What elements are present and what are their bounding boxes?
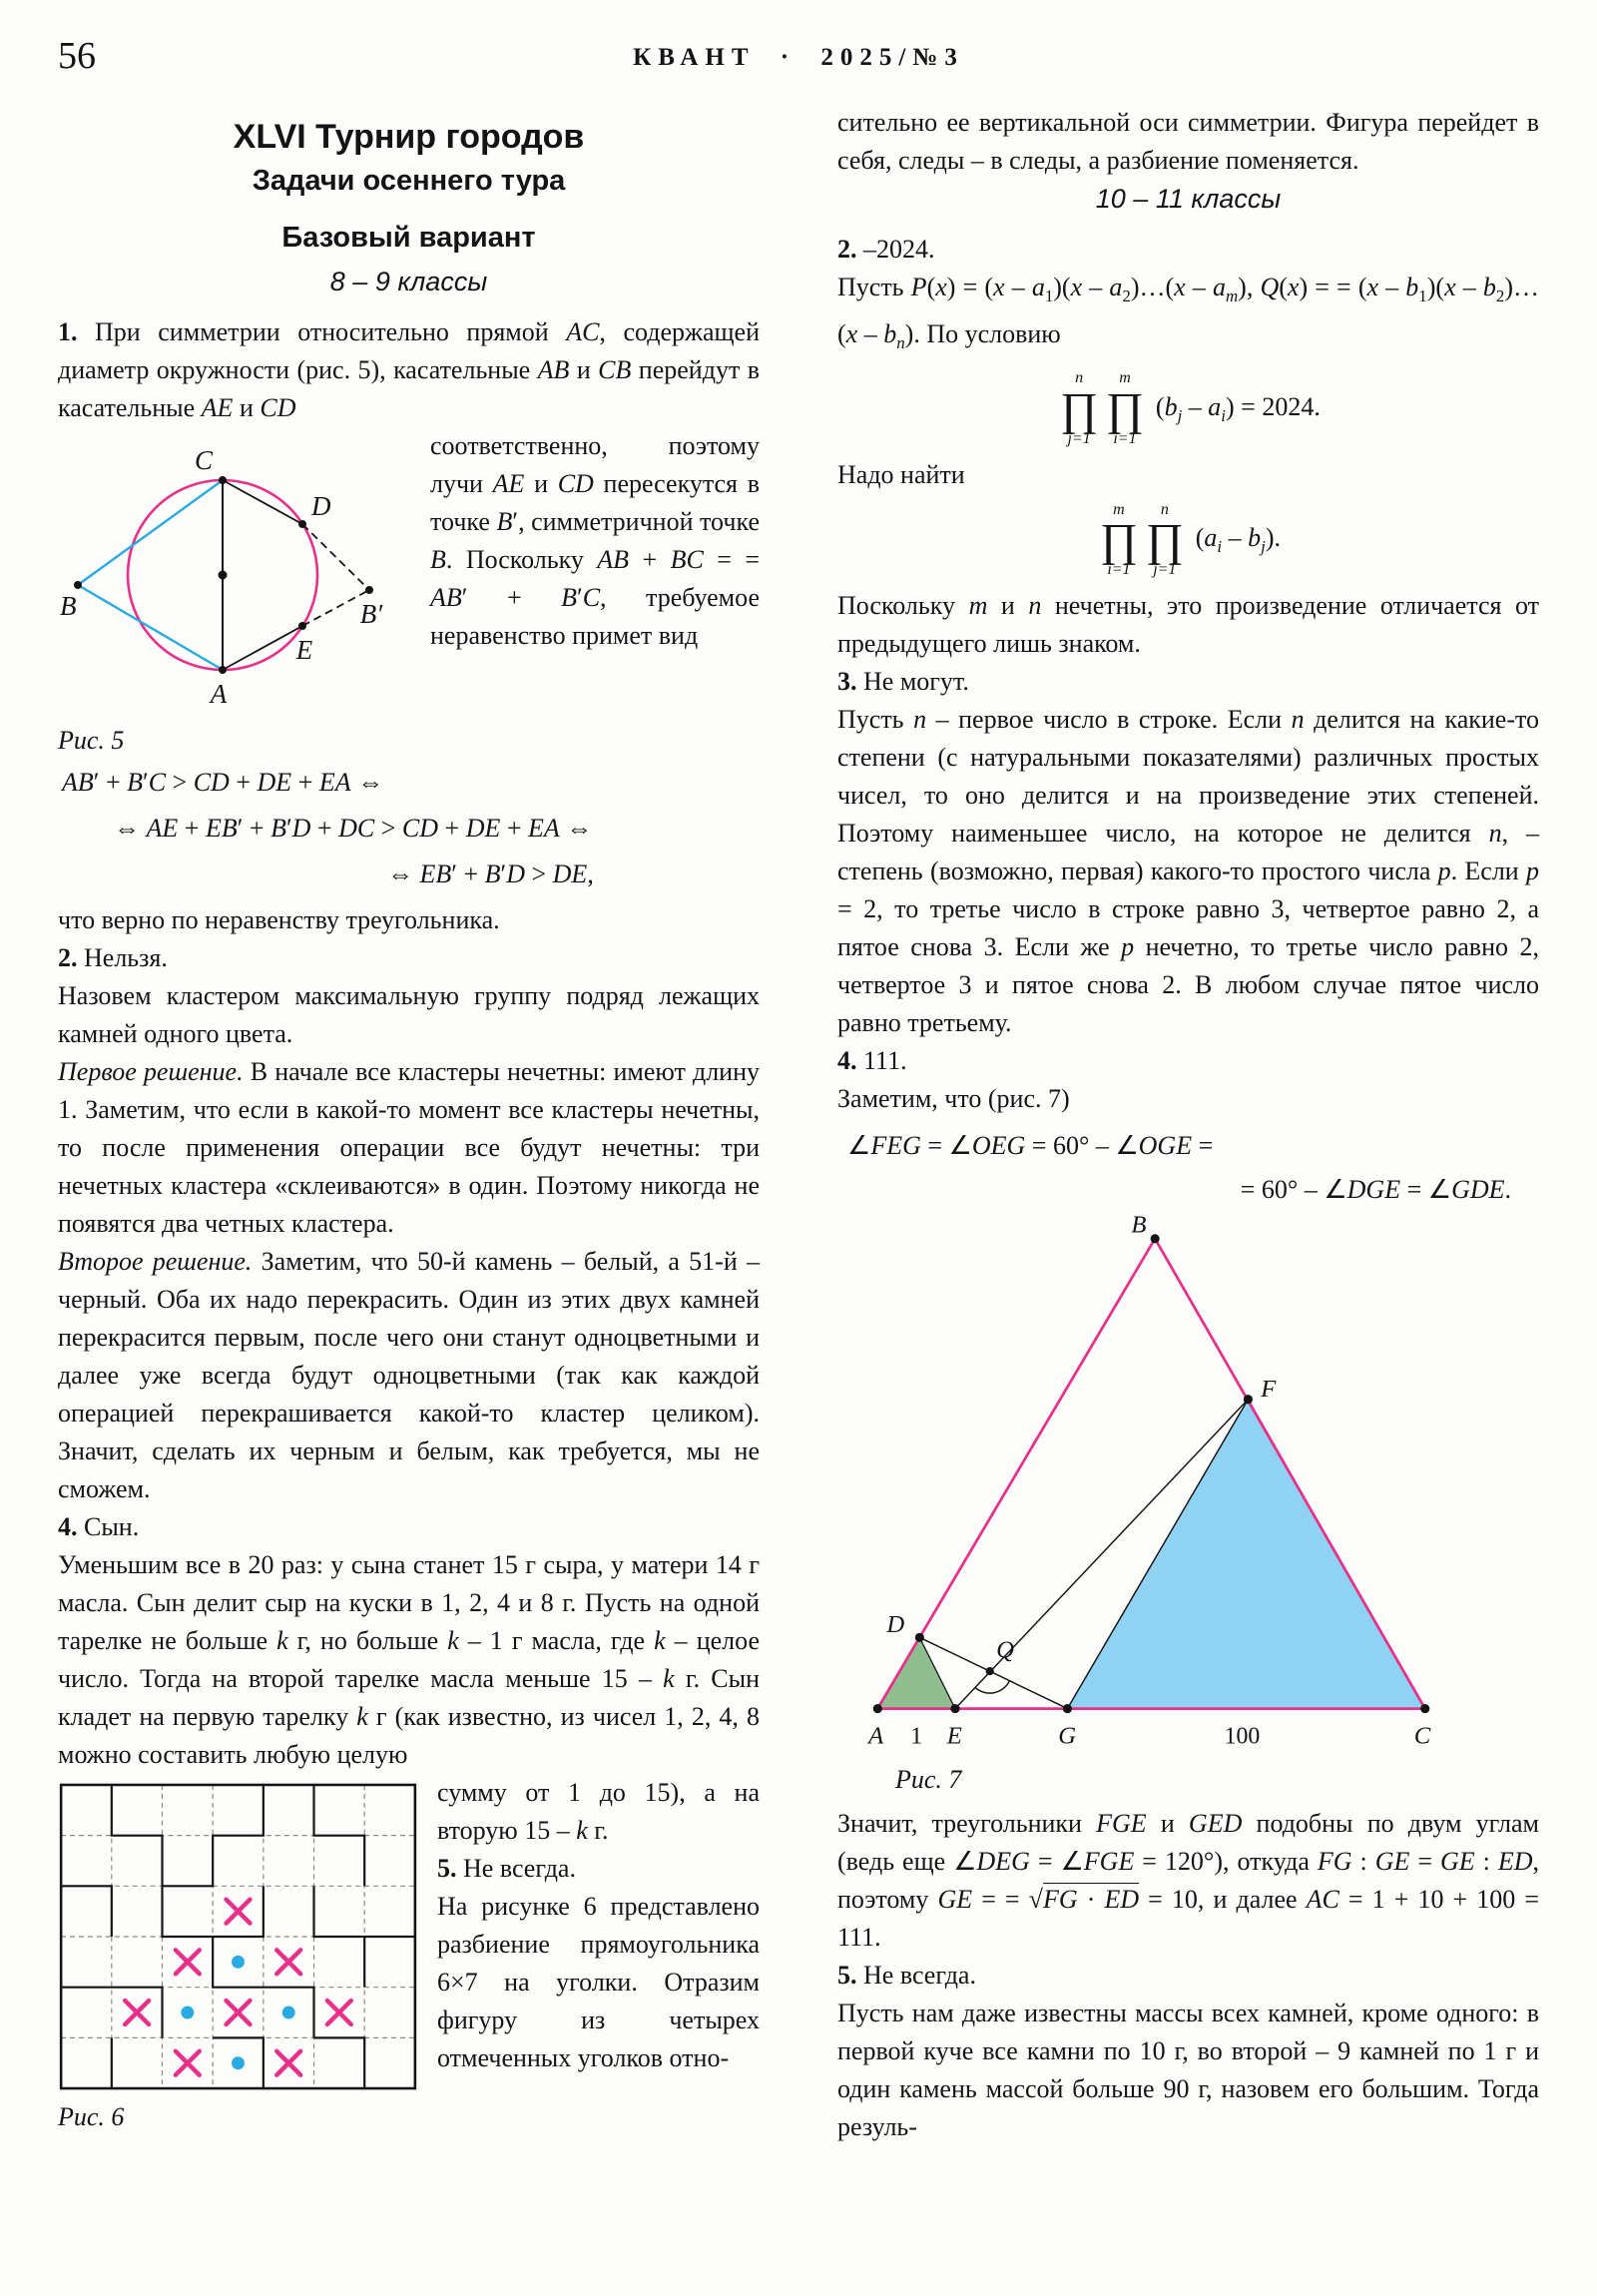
problem1-text-a: 1. При симметрии относительно прямой AC, содержащей диаметр окружности (рис. 5), касательные AB и CB перейдут в касательные AE и CD — [58, 317, 760, 422]
dot-mark — [232, 2056, 245, 2069]
label-a: A — [868, 1722, 884, 1750]
problem4-senior-conclusion: Значит, треугольники FGE и GED подобны по двум углам (ведь еще ∠DEG = ∠FGE = 120°), откуда FG : GE = GE : ED, поэтому GE = = √FG · ED = 10, и далее AC = 1 + 10 + 100 = 111. — [837, 1809, 1540, 1953]
answer-2-senior: 2. –2024. — [837, 235, 935, 264]
dot-mark — [181, 2007, 194, 2019]
figure-6 — [58, 1782, 419, 2132]
figure5-caption: Рис. 5 — [58, 726, 125, 755]
product-formula-1: n ∏ j=1 m ∏ i=1 $(b_j - a_i) = 2024$. — [1060, 369, 1321, 447]
problem2-solution-1: Первое решение. В начале все кластеры нечетны: имеют длину 1. Заметим, что если в какой-то момент все кластеры нечетны, то после применения операции все будут нечетны: три нечетных кластера «склеиваются» в один. Поэтому никогда не появятся два четных кластера. — [58, 1057, 761, 1238]
angle-formula-line-1: ∠FEG = ∠OEG = 60° – ∠OGE = — [847, 1130, 1214, 1160]
green-triangle-ade — [877, 1637, 955, 1708]
problem1-conclusion: что верно по неравенству треугольника. — [58, 905, 500, 934]
variant-heading: Базовый вариант — [281, 222, 536, 254]
label-segment-100: 100 — [1224, 1723, 1261, 1750]
label-e: E — [295, 635, 313, 665]
problem4-solution-a: Уменьшим все в 20 раз: у сына станет 15 г сыра, у матери 14 г масла. Сын делит сыр на куски в 1, 2, 4 и 8 г. Пусть на одной тарелке не больше k г, но больше k – 1 г масла, где k – целое число. Тогда на второй тарелке масла меньше 15 – k г. Сын кладет на первую тарелку k г (как известно, из чисел 1, 2, 4, 8 можно составить любую целую — [58, 1550, 760, 1769]
label-a: A — [210, 679, 228, 709]
segment-cd — [223, 480, 302, 524]
angle-formula-line-2: = 60° – ∠DGE = ∠GDE. — [1240, 1174, 1511, 1204]
label-f: F — [1261, 1375, 1277, 1403]
label-d: D — [886, 1610, 905, 1638]
journal-masthead: КВАНТ · 2025/№3 — [633, 44, 964, 71]
page-header — [0, 0, 1597, 104]
label-b: B — [60, 591, 77, 621]
grades-8-9-heading: 8 – 9 классы — [329, 267, 488, 296]
two-column-layout — [0, 104, 1597, 2146]
formula-line-2: ⇔ AE + EB′ + B′D + DC > CD + DE + EA ⇔ — [114, 814, 593, 843]
problem2-solution-2: Второе решение. Заметим, что 50-й камень – белый, а 51-й – черный. Оба их надо перекрасить. Один из этих двух камней перекрасится первым, после чего они станут одноцветными и далее уже всегда будут одноцветными (так как каждой операцией перекрашивается какой-то кластер целиком). Значит, сделать их черным и белым, как требуется, мы не сможем. — [58, 1247, 760, 1503]
problem2-definition: Назовем кластером максимальную группу подряд лежащих камней одного цвета. — [58, 981, 760, 1048]
dashed-d-bprime — [302, 524, 369, 590]
label-e: E — [946, 1722, 962, 1750]
problem2-senior-setup: Пусть $P(x) = (x - a_1)(x$ – $a_2)\dots(x - a_m)$, Q(x) = = $(x - b_1)(x$ – $b_2)\dots(x - b_n)$. По условию — [837, 273, 1539, 353]
segment-ae — [223, 626, 302, 670]
figure7-drawing — [859, 1216, 1443, 1763]
tangent-bc — [78, 480, 223, 585]
formula-line-1: AB′ + B′C > CD + DE + EA ⇔ — [62, 768, 384, 797]
left-column — [58, 104, 760, 2146]
problem5-senior-solution: Пусть нам даже известны массы всех камней, кроме одного: в первой куче все камни по 10 г, во второй – 9 камней по 1 г и один камень массой больше 90 г, назовем его большим. Тогда резуль- — [837, 1999, 1539, 2142]
problem2-senior-conclusion: Поскольку m и n нечетны, это произведение отличается от предыдущего лишь знаком. — [837, 590, 1539, 658]
tromino-boundaries — [61, 1785, 415, 2088]
grades-10-11-heading: 10 – 11 классы — [1095, 184, 1282, 214]
problem5-continuation: сительно ее вертикальной оси симметрии. Фигура перейдет в себя, следы – в следы, а разбиение поменяется. — [837, 108, 1539, 175]
answer-2: 2. Нельзя. — [58, 943, 168, 972]
answer-5-senior: 5. Не всегда. — [837, 1961, 976, 1991]
problem4-solution-b: сумму от 1 до 15), а на вторую 15 – k г. — [437, 1778, 760, 1845]
blue-triangle-fgc — [1067, 1400, 1424, 1709]
label-c: C — [1413, 1722, 1431, 1750]
figure-5 — [58, 435, 412, 756]
answer-4: 4. Сын. — [58, 1512, 140, 1541]
right-column — [837, 104, 1539, 2146]
figure5-drawing — [58, 435, 412, 717]
label-c: C — [194, 445, 214, 475]
label-segment-1: 1 — [910, 1723, 923, 1750]
answer-5: 5. Не всегда. — [437, 1854, 576, 1883]
find-text: Надо найти — [837, 459, 965, 489]
figure6-drawing — [58, 1782, 419, 2093]
label-b: B — [1131, 1215, 1147, 1239]
tangent-ba — [78, 585, 223, 670]
formula-line-3: ⇔ EB′ + B′D > DE, — [387, 860, 594, 888]
figure6-caption: Рис. 6 — [58, 2102, 125, 2131]
article-title: XLVI Турнир городов — [233, 118, 585, 156]
dot-mark — [232, 1956, 245, 1969]
label-q: Q — [996, 1636, 1014, 1664]
problem4-senior-intro: Заметим, что (рис. 7) — [837, 1083, 1070, 1113]
page-number: 56 — [58, 35, 96, 77]
problem1-text-b: соответственно, поэтому лучи AE и CD пересекутся в точке B′, симметричной точке B. Поскольку AB + BC = = AB′ + B′C, требуемое неравенство примет вид — [430, 431, 760, 650]
problem3-senior-solution: Пусть n – первое число в строке. Если n делится на какие-то степени (с натуральными показателями) различных простых чисел, то оно делится и на произведение этих степеней. Поэтому наименьшее число, на которое не делится n, – степень (возможно, первая) какого-то простого числа p. Если p = 2, то третье число в строке равно 3, четвертое равно 2, а пятое снова 3. Если же p нечетно, то третье число равно 2, четвертое 3 и пятое снова 2. В любом случае пятое число равно третьему. — [837, 704, 1540, 1037]
inequality-formulas — [58, 760, 760, 897]
answer-3-senior: 3. Не могут. — [837, 666, 969, 696]
problem5-solution: На рисунке 6 представлено разбиение прямоугольника 6×7 на уголки. Отразим фигуру из четырех отмеченных уголков отно- — [437, 1892, 760, 2072]
figure-7 — [859, 1216, 1539, 1795]
article-subtitle: Задачи осеннего тура — [252, 165, 566, 197]
figure7-caption: Рис. 7 — [895, 1765, 962, 1795]
label-g: G — [1058, 1722, 1077, 1750]
label-b-prime: B′ — [359, 599, 383, 629]
dot-mark — [282, 2007, 295, 2019]
label-d: D — [311, 491, 331, 521]
answer-4-senior: 4. 111. — [837, 1045, 907, 1075]
product-formula-2: m ∏ i=1 n ∏ j=1 $(a_i - b_j)$. — [1100, 500, 1281, 579]
